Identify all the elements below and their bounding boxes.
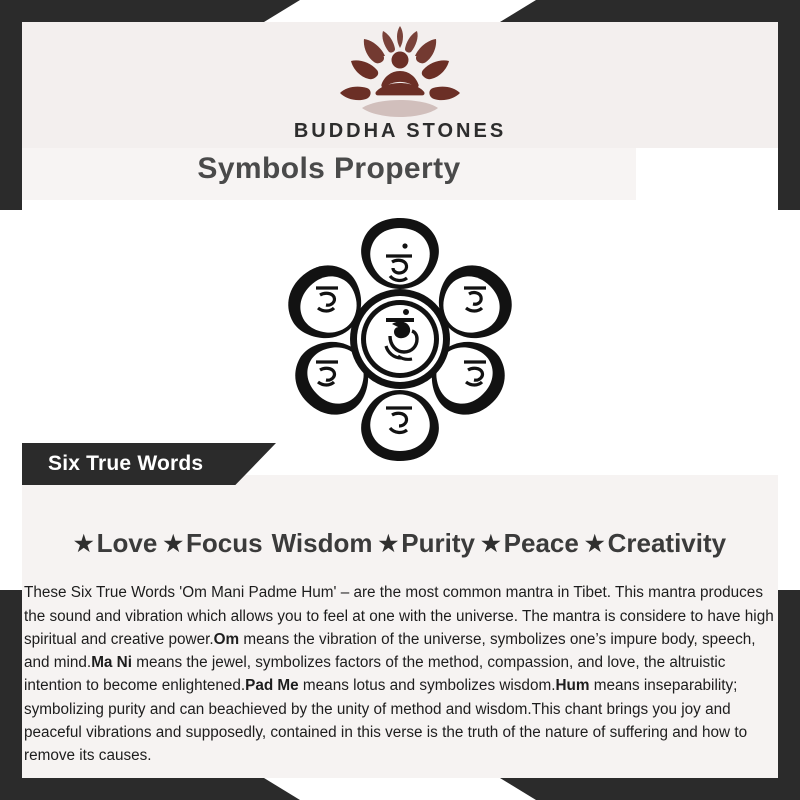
star-icon: ★ <box>480 530 501 556</box>
mantra-word-om: Om <box>213 630 240 648</box>
keyword-row <box>22 528 778 559</box>
section-ribbon-label: Six True Words <box>48 452 204 475</box>
keyword-item-peace <box>481 528 579 559</box>
mantra-word-mani: Ma Ni <box>91 654 132 672</box>
star-icon: ★ <box>73 530 94 556</box>
keyword-item-focus <box>163 528 262 559</box>
paragraph-part-5: means inseparability; symbolizing purity and can beachieved by the unity of method and wisdom.This chant brings you joy and peaceful vibrations and supposedly, contained in this verse is the truth of the nature of suffering and how to remove its causes. <box>24 677 748 765</box>
keyword-item-creativity <box>585 528 726 559</box>
keyword-label: Love <box>96 528 158 558</box>
corner-decoration-top-right-horizontal <box>500 0 800 22</box>
paragraph-part-4: means lotus and symbolizes wisdom. <box>298 677 556 695</box>
corner-decoration-bottom-right-horizontal <box>500 778 800 800</box>
keyword-label: Wisdom <box>271 528 373 558</box>
paragraph-part-2: means the vibration of the universe, symbolizes one’s impure body, speech, and mind. <box>24 630 756 672</box>
keyword-label: Peace <box>503 528 579 558</box>
star-icon: ★ <box>584 530 605 556</box>
keyword-item-love <box>74 528 157 559</box>
corner-decoration-bottom-left-vertical <box>0 590 22 800</box>
keyword-label: Focus <box>186 528 263 558</box>
keyword-label: Creativity <box>607 528 727 558</box>
mantra-word-hum: Hum <box>555 677 590 695</box>
mantra-word-padme: Pad Me <box>245 677 299 695</box>
paragraph-part-3: means the jewel, symbolizes factors of the method, compassion, and love, the altruistic intention to become enlightened. <box>24 654 726 695</box>
brand-logo <box>0 26 800 143</box>
star-icon: ★ <box>378 530 399 556</box>
om-mani-padme-hum-lotus-mandala-icon <box>240 212 560 467</box>
corner-decoration-bottom-left-horizontal <box>0 778 300 800</box>
lotus-meditation-figure-icon <box>305 26 495 118</box>
corner-decoration-top-left-horizontal <box>0 0 300 22</box>
paragraph-part-1: These Six True Words 'Om Mani Padme Hum' – are the most common mantra in Tibet. This mantra produces the sound and vibration which allows you to feel at one with the universe. The mantra is considere to have high spiritual and creative power. <box>24 584 774 648</box>
keyword-item-purity <box>379 528 475 559</box>
brand-name: BUDDHA STONES <box>293 120 507 142</box>
star-icon: ★ <box>163 530 184 556</box>
keyword-label: Purity <box>401 528 475 558</box>
description-paragraph <box>22 581 784 767</box>
page-title: Symbols Property <box>197 152 461 185</box>
keyword-item-wisdom <box>269 528 373 559</box>
